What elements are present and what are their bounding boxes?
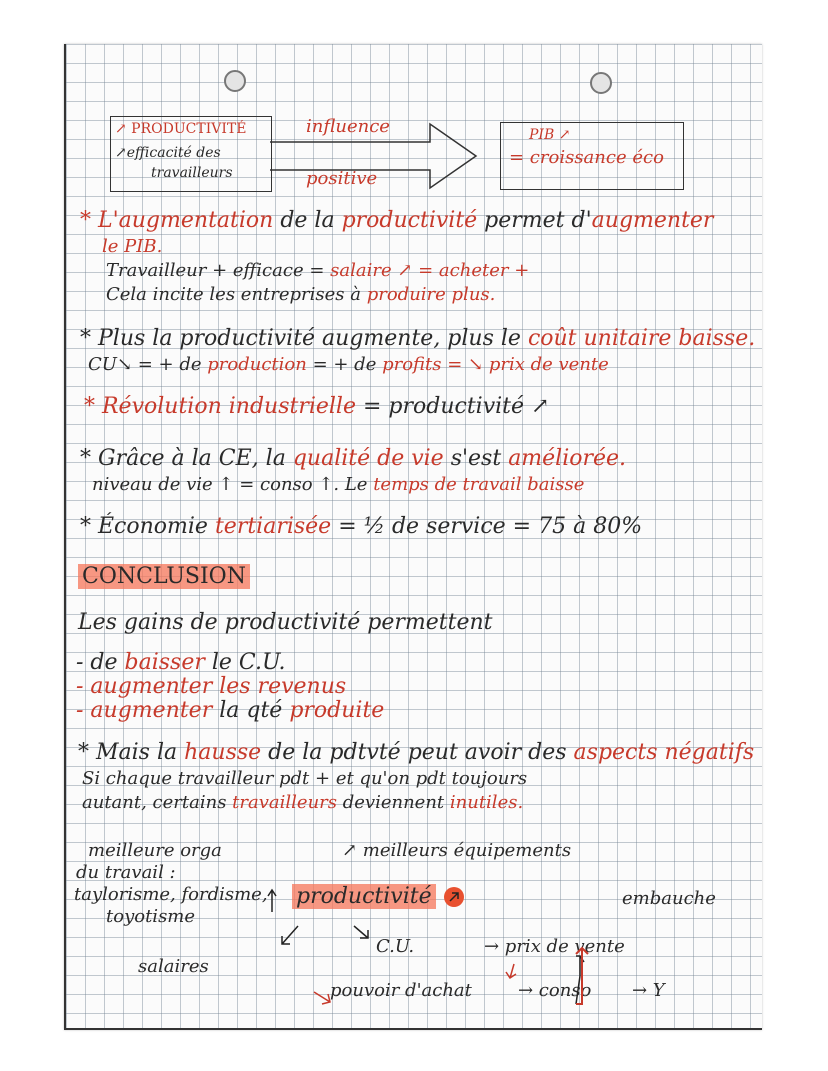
pouvoir-label: pouvoir d'achat — [330, 980, 472, 1001]
note-line-8: * Grâce à la CE, la qualité de vie s'est améliorée. — [80, 446, 627, 471]
orga-line-3: taylorisme, fordisme, — [74, 884, 268, 905]
negative-line-1: * Mais la hausse de la pdtvté peut avoir des aspects négatifs — [78, 740, 755, 765]
productivity-center: productivité — [292, 884, 465, 909]
note-line-1: * L'augmentation de la productivité permet d'augmenter — [80, 208, 714, 233]
negative-line-3: autant, certains travailleurs deviennent inutiles. — [82, 792, 524, 813]
note-line-9: niveau de vie ↑ = conso ↑. Le temps de travail baisse — [92, 474, 585, 495]
conso-label: → conso — [518, 980, 592, 1001]
box-right-sub: = croissance éco — [509, 147, 664, 168]
y-label: → Y — [632, 980, 665, 1001]
conclusion-title: CONCLUSION — [78, 564, 250, 589]
arrow-bottom-label: positive — [306, 168, 378, 189]
conclusion-item-3: - augmenter la qté produite — [76, 698, 385, 723]
note-line-6: CU↘ = + de production = + de profits = ↘ prix de vente — [88, 354, 609, 375]
box-left-sub1: ↗efficacité des — [115, 145, 221, 161]
cu-label: C.U. — [376, 936, 415, 957]
box-left-sub2: travailleurs — [151, 165, 233, 181]
conclusion-item-1: - de baisser le C.U. — [76, 650, 286, 675]
orga-line-2: du travail : — [76, 862, 176, 883]
note-line-5: * Plus la productivité augmente, plus le coût unitaire baisse. — [80, 326, 756, 351]
box-right-title: PIB ↗ — [529, 127, 571, 143]
arrow-top-label: influence — [306, 116, 390, 137]
equipment-label: ↗ meilleurs équipements — [342, 840, 572, 861]
binder-hole — [590, 72, 612, 94]
flow-arrows-icon — [266, 864, 726, 1014]
binder-hole — [224, 70, 246, 92]
prix-label: → prix de vente — [484, 936, 625, 957]
note-line-2: le PIB. — [102, 236, 163, 257]
conclusion-item-2: - augmenter les revenus — [76, 674, 347, 699]
box-left-title: ↗ PRODUCTIVITÉ — [115, 121, 247, 137]
conclusion-intro: Les gains de productivité permettent — [78, 610, 493, 635]
note-line-7: * Révolution industrielle = productivité ↗ — [84, 394, 550, 419]
note-line-3: Travailleur + efficace = salaire ↗ = acheter + — [106, 260, 530, 281]
negative-line-2: Si chaque travailleur pdt + et qu'on pdt toujours — [82, 768, 528, 789]
orga-line-4: toyotisme — [106, 906, 196, 927]
productivity-box — [110, 116, 272, 192]
note-line-4: Cela incite les entreprises à produire plus. — [106, 284, 496, 305]
salaires-label: salaires — [138, 956, 209, 977]
embauche-label: embauche — [622, 888, 716, 909]
note-line-10: * Économie tertiarisée = ½ de service = 75 à 80% — [80, 514, 643, 539]
orga-line-1: meilleure orga — [88, 840, 222, 861]
pib-box — [500, 122, 684, 190]
notebook-page — [64, 44, 762, 1030]
